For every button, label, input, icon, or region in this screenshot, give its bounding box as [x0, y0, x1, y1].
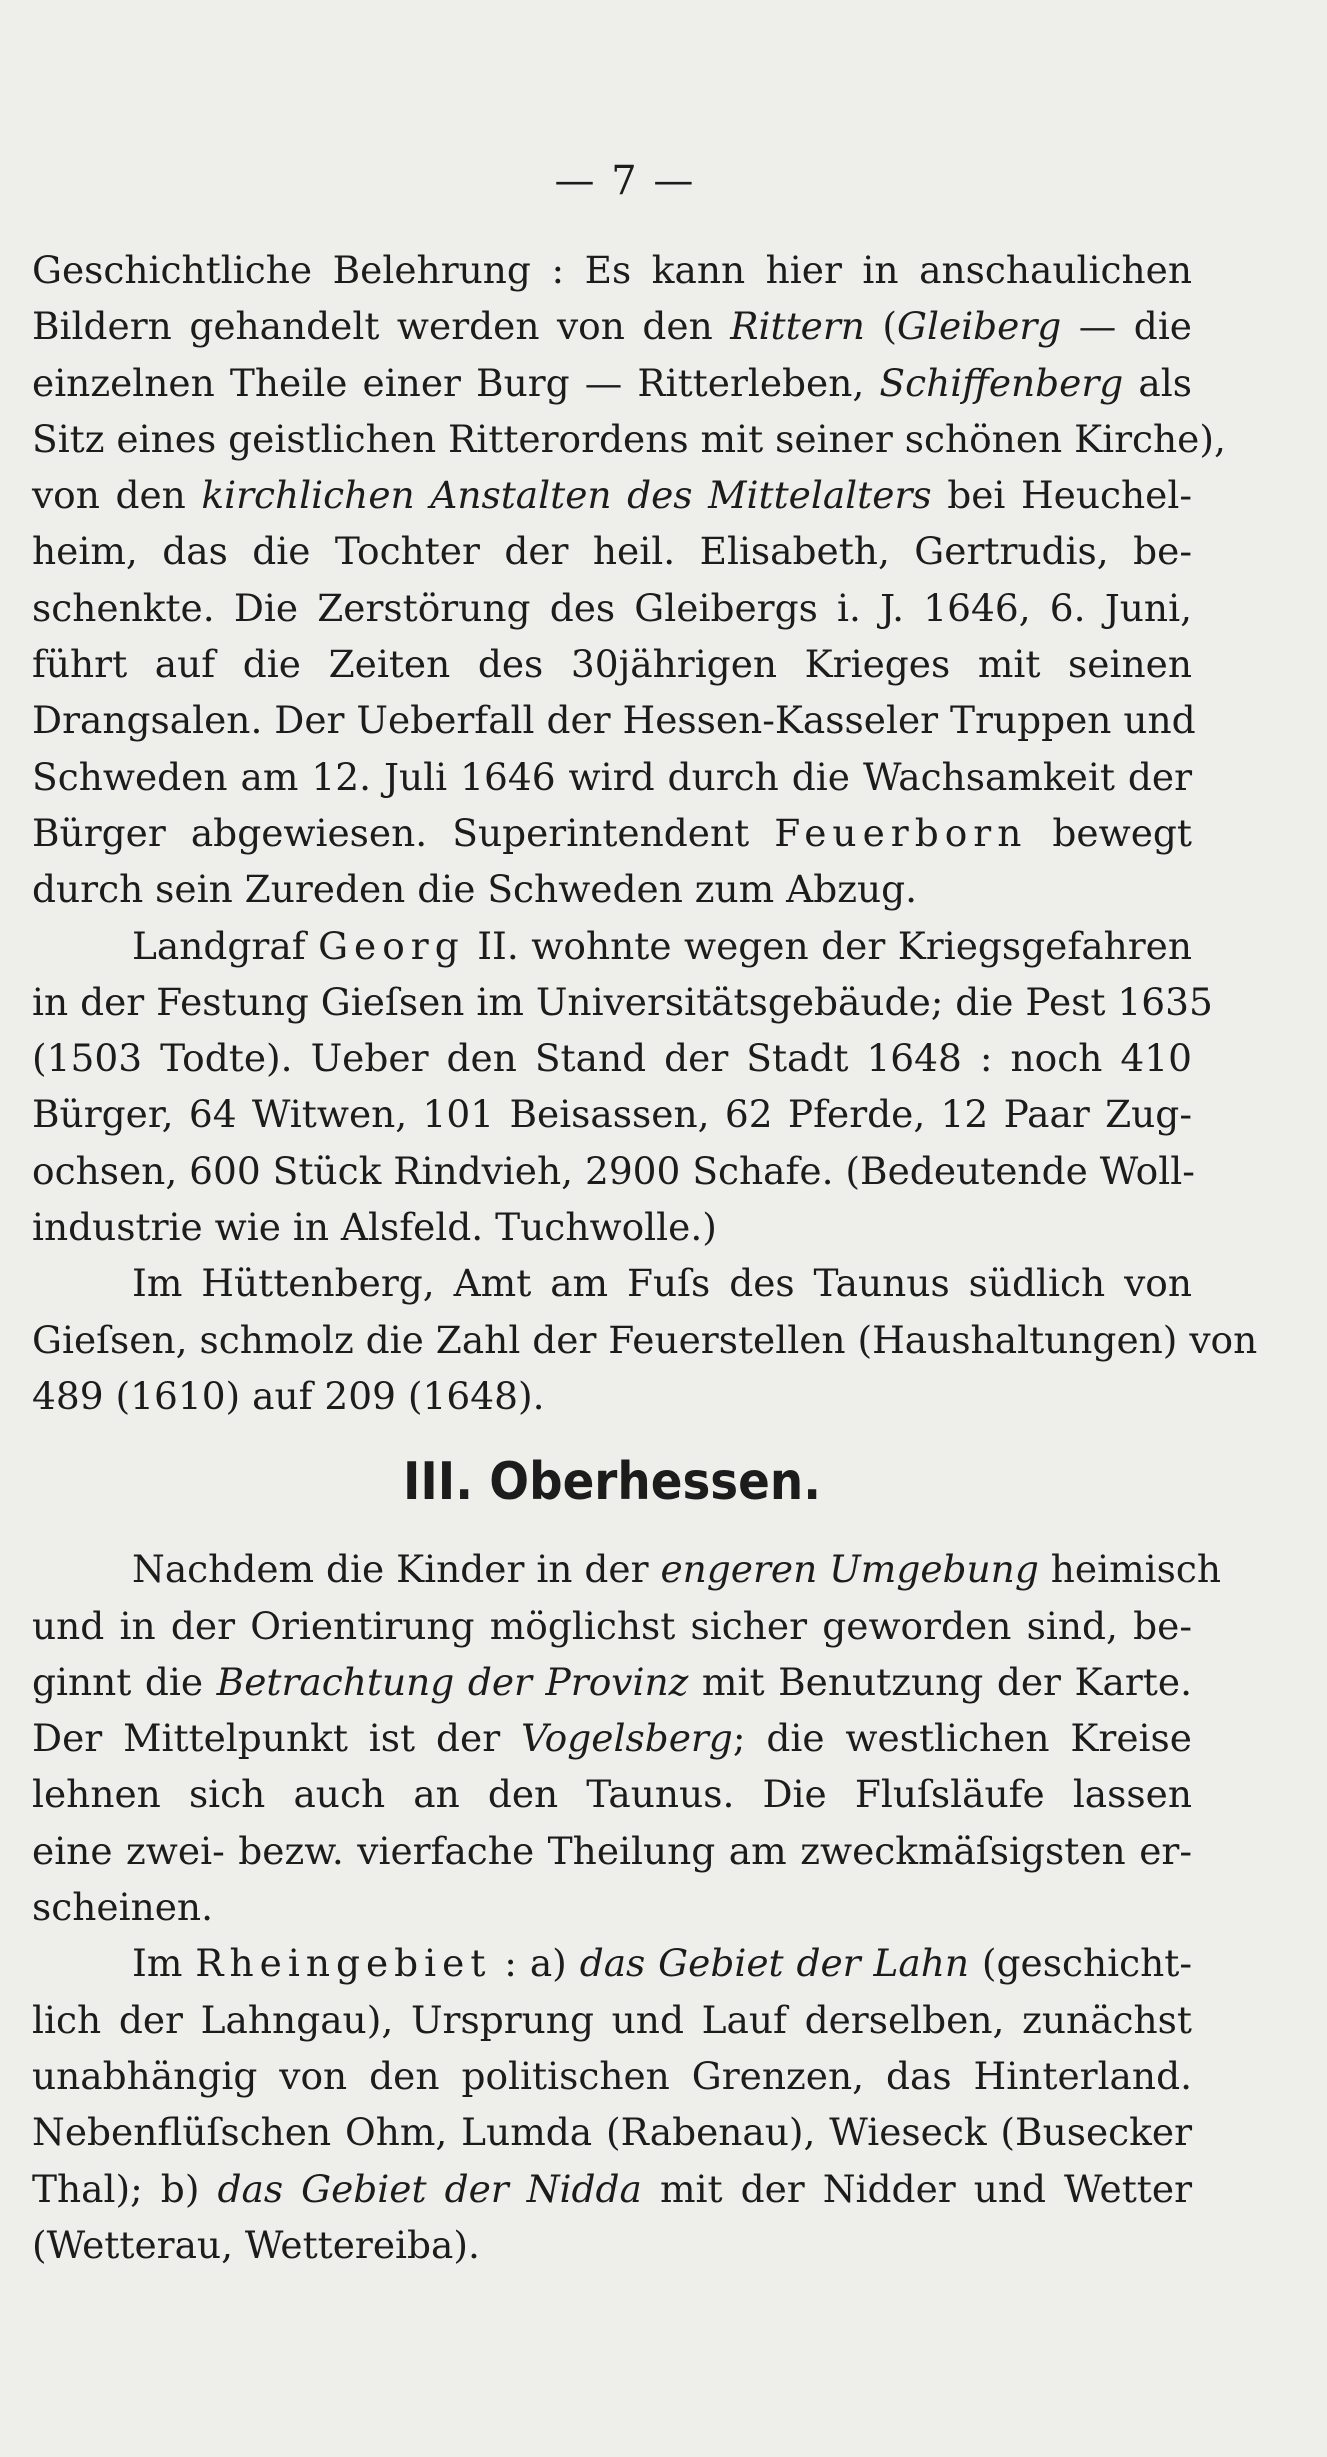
text-line [32, 580, 1192, 636]
text-run: (geschicht- [969, 1941, 1193, 1986]
text-line [32, 1935, 1192, 1991]
text-line [32, 1541, 1222, 1597]
text-line [32, 2217, 1192, 2273]
text-run: mit der Nidder und Wetter [641, 2166, 1192, 2211]
text-run: heimisch [1038, 1547, 1222, 1592]
text-line [32, 749, 1192, 805]
text-run: eine zwei- bezw. vierfache Theilung am zweckmäſsigsten er- [32, 1828, 1192, 1873]
text-run: : a) [491, 1941, 580, 1986]
page-number: — 7 — [554, 158, 696, 204]
text-run: Thal); b) [32, 2166, 218, 2211]
text-run: heim, das die Tochter der heil. Elisabeth, Gertrudis, be- [32, 529, 1192, 574]
text-line [32, 2161, 1192, 2217]
italic-text: das Gebiet der Nidda [217, 2166, 642, 2211]
text-line [32, 1992, 1192, 2048]
italic-text: kirchlichen Anstalten des Mittelalters [201, 473, 932, 518]
text-run: Bürger abgewiesen. Superintendent [32, 810, 775, 855]
text-block-history [32, 242, 1258, 1424]
text-line [32, 2104, 1192, 2160]
text-line [32, 1654, 1192, 1710]
text-line [32, 1199, 1192, 1255]
text-line [32, 1368, 1192, 1424]
text-run: Sitz eines geistlichen Ritterordens mit seiner schönen Kirche), [32, 416, 1226, 461]
text-line [32, 918, 1192, 974]
text-run: ginnt die [32, 1659, 217, 1704]
text-line [32, 1255, 1192, 1311]
text-run: Gieſsen, schmolz die Zahl der Feuerstellen (Haushaltungen) von [32, 1317, 1258, 1362]
text-line [32, 1879, 1192, 1935]
text-line [32, 2048, 1192, 2104]
text-run: Bildern gehandelt werden von den [32, 304, 731, 349]
text-line [32, 411, 1226, 467]
text-line [32, 636, 1192, 692]
text-line [32, 467, 1192, 523]
section-heading: III. Oberhessen. [402, 1452, 822, 1513]
text-line [32, 692, 1196, 748]
text-line [32, 1598, 1192, 1654]
text-run: Der Mittelpunkt ist der [32, 1716, 522, 1761]
text-line [32, 1766, 1192, 1822]
text-run: II. wohnte wegen der Kriegsgefahren [464, 923, 1192, 968]
text-run: scheinen. [32, 1885, 213, 1930]
text-line [32, 1030, 1192, 1086]
spaced-name: Feuerborn [774, 810, 1028, 855]
text-run: Schweden am 12. Juli 1646 wird durch die Wachsamkeit der [32, 754, 1192, 799]
text-run: lich der Lahngau), Ursprung und Lauf derselben, zunächst [32, 1997, 1192, 2042]
italic-text: Rittern [730, 304, 865, 349]
text-run: in der Festung Gieſsen im Universitätsgebäude; die Pest 1635 [32, 979, 1213, 1024]
text-run: (Wetterau, Wettereiba). [32, 2222, 480, 2267]
text-line [32, 355, 1192, 411]
text-run: ochsen, 600 Stück Rindvieh, 2900 Schafe. (Bedeutende Woll- [32, 1148, 1195, 1193]
text-run: industrie wie in Alsfeld. Tuchwolle.) [32, 1205, 717, 1250]
spaced-name: Rheingebiet [195, 1941, 492, 1986]
spaced-name: Georg [318, 923, 465, 968]
italic-text: engeren Umgebung [660, 1547, 1039, 1592]
text-run: Drangsalen. Der Ueberfall der Hessen-Kasseler Truppen und [32, 698, 1196, 743]
text-line [32, 861, 1192, 917]
body-text [32, 242, 1258, 2273]
italic-text: Gleiberg [897, 304, 1062, 349]
text-run: lehnen sich auch an den Taunus. Die Fluſsläufe lassen [32, 1772, 1192, 1817]
text-run: — die [1061, 304, 1192, 349]
text-run: mit Benutzung der Karte. [688, 1659, 1192, 1704]
text-run: unabhängig von den politischen Grenzen, das Hinterland. [32, 2053, 1192, 2098]
text-run: von den [32, 473, 202, 518]
text-run: bewegt [1027, 810, 1192, 855]
text-run: Im Hüttenberg, Amt am Fuſs des Taunus südlich von [132, 1261, 1192, 1306]
text-run: Geschichtliche Belehrung : Es kann hier in anschaulichen [32, 248, 1192, 292]
text-line [32, 1086, 1192, 1142]
text-line [32, 1823, 1192, 1879]
italic-text: Betrachtung der Provinz [216, 1659, 689, 1704]
text-line [32, 1143, 1195, 1199]
italic-text: Schiffenberg [879, 360, 1124, 405]
text-run: 489 (1610) auf 209 (1648). [32, 1373, 545, 1418]
italic-text: Vogelsberg [521, 1716, 733, 1761]
text-run: schenkte. Die Zerstörung des Gleibergs i. J. 1646, 6. Juni, [32, 585, 1192, 630]
text-line [32, 974, 1213, 1030]
text-run: bei Heuchel- [931, 473, 1192, 518]
text-run: Im [132, 1941, 196, 1986]
text-run: als [1123, 360, 1193, 405]
text-run: ( [864, 304, 898, 349]
text-run: durch sein Zureden die Schweden zum Abzug. [32, 867, 918, 912]
text-line [32, 1710, 1192, 1766]
text-run: Bürger, 64 Witwen, 101 Beisassen, 62 Pferde, 12 Paar Zug- [32, 1092, 1192, 1137]
text-run: ; die westlichen Kreise [732, 1716, 1192, 1761]
text-run: Nebenflüſschen Ohm, Lumda (Rabenau), Wieseck (Busecker [32, 2110, 1192, 2155]
text-run: Landgraf [132, 923, 319, 968]
text-block-oberhessen [32, 1541, 1222, 2273]
italic-text: das Gebiet der Lahn [579, 1941, 970, 1986]
text-line [32, 1312, 1258, 1368]
text-line [32, 523, 1192, 579]
text-line [32, 242, 1192, 298]
text-run: führt auf die Zeiten des 30jährigen Krieges mit seinen [32, 642, 1192, 687]
text-run: Nachdem die Kinder in der [132, 1547, 661, 1592]
text-line [32, 805, 1192, 861]
text-run: und in der Orientirung möglichst sicher geworden sind, be- [32, 1603, 1192, 1648]
text-line [32, 298, 1192, 354]
text-run: einzelnen Theile einer Burg — Ritterleben, [32, 360, 880, 405]
text-run: (1503 Todte). Ueber den Stand der Stadt 1648 : noch 410 [32, 1036, 1192, 1081]
